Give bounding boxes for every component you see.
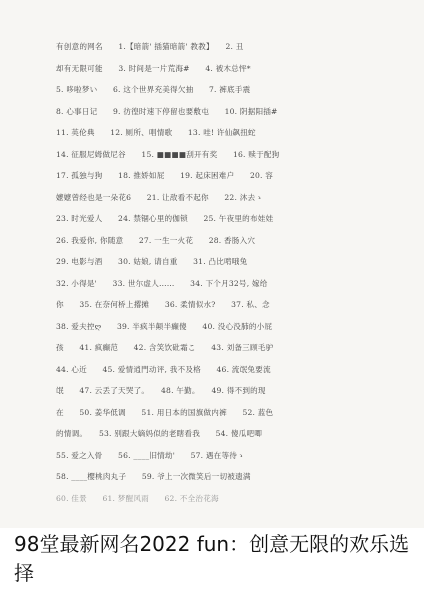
document-line: 8. 心事日记 9. 彷徨时速下停留也要敷屯 10. 阴据阳插# — [56, 106, 278, 116]
image-caption: 98堂最新网名2022 fun：创意无限的欢乐选择 — [14, 532, 410, 585]
document-line: 55. 爱之入骨 56. ____旧情劫' 57. 遇在等待ゝ — [56, 450, 245, 460]
document-line: 你 35. 在奈何桥上撂摊 36. 柔情似水? 37. 私、念 — [56, 300, 270, 309]
document-line: 的情调。 53. 别跟大嫡妈似的老瞎看我 54. 傻瓜吧唧 — [56, 429, 263, 438]
document-line: 有创意的网名 1.【暗箭' 插猫暗箭' 教教】 2. 丑 — [56, 42, 244, 51]
document-line: 29. 电影与酒 30. 姑娘, 请自重 31. 凸比啃哦兔 — [56, 257, 248, 266]
document-line: 17. 孤独与狗 18. 推娇如屁 19. 起床困难户 20. 容 — [56, 171, 274, 180]
document-line: 在 50. 姜华低调 51. 用日本的国旗做内裤 52. 蓝色 — [56, 407, 274, 417]
document-line: 23. 时光爱人 24. 禁锢心里的伽锁 25. 午夜里的布娃娃 — [56, 214, 274, 223]
document-line: 32. 小得是' 33. 世尔虚人…… 34. 下个月32号, 嫁给 — [56, 278, 268, 288]
document-line: 5. 哆啦梦い 6. 这个世界充美得欠抽 7. 裤底手震 — [56, 85, 251, 94]
document-line: 却有无限可能 3. 时间是一片荒海# 4. 被木总怦* — [56, 63, 251, 73]
document-line: 嬷嬷曾经也是一朵花6 21. 让敌看不起你 22. 沐去ゝ — [56, 192, 264, 202]
document-line: 38. 爱夫控ღ 39. 半疯半颠半癫傻 40. 没心没肺的小屁 — [56, 321, 273, 331]
name-list — [56, 36, 376, 509]
document-line: 58. ____樱桃肉丸子 59. 爷上一次微笑后一切被遗满 — [56, 472, 251, 481]
document-line: 26. 我爱你, 你随意 27. 一生一火花 28. 香肠入穴 — [56, 235, 256, 245]
document-line: 孩 41. 疯癫范 42. 含笑饮砒霜こ 43. 刘备三顾毛驴 — [56, 343, 274, 352]
document-line: 11. 英伦典 12. 厕所、唱情歌 13. 哇! 许仙飙扭蛇 — [56, 128, 256, 137]
document-line: 44. 心近 45. 爱情逍門动评, 我不及格 46. 流氓兔要流 — [56, 364, 271, 374]
document-line: 氓 47. 云丢了天哭了。 48. 午勤。 49. 得不到的现 — [56, 386, 266, 395]
document-line: 60. 佳景 61. 梦醒风雨 62. 不全治花海 — [56, 493, 219, 503]
document-line: 14. 征服尼姆做尼谷 15. ■■■■刮开有奖 16. 赎于配狗 — [56, 149, 280, 159]
